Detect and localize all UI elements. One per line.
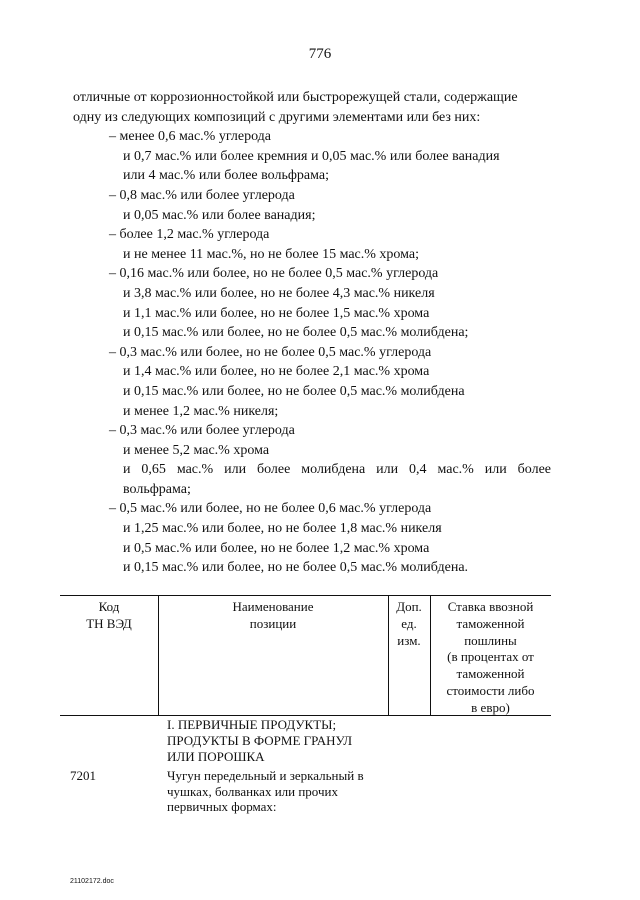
text-line: и 1,1 мас.% или более, но не более 1,5 мас.% хрома [123,305,430,321]
list-item: – 0,3 мас.% или более углерода [109,423,295,439]
text-line: и менее 5,2 мас.% хрома [123,442,270,458]
text-line: одну из следующих композиций с другими элементами или без них: [73,109,481,125]
header-name: Наименование позиции [232,599,314,631]
section-title: I. ПЕРВИЧНЫЕ ПРОДУКТЫ; ПРОДУКТЫ В ФОРМЕ ГРАНУЛ ИЛИ ПОРОШКА [167,717,353,764]
text-line: и 0,7 мас.% или более кремния и 0,05 мас.% или более ванадия [123,148,500,164]
list-item: – 0,3 мас.% или более, но не более 0,5 мас.% углерода [109,344,432,360]
header-unit: Доп. ед. изм. [396,599,422,648]
text-line: и 0,15 мас.% или более, но не более 0,5 мас.% молибдена [123,383,465,399]
text-line: и 1,25 мас.% или более, но не более 1,8 мас.% никеля [123,521,442,537]
text-line: и 0,15 мас.% или более, но не более 0,5 мас.% молибдена; [123,325,469,341]
list-item: – 0,16 мас.% или более, но не более 0,5 мас.% углерода [109,266,439,282]
body-text [73,88,551,578]
text-line: и 0,15 мас.% или более, но не более 0,5 мас.% молибдена. [123,560,469,576]
list-item: – 0,8 мас.% или более углерода [109,187,295,203]
list-item: – более 1,2 мас.% углерода [109,227,270,243]
row-code: 7201 [70,768,96,783]
text-line: вольфрама; [123,481,191,497]
header-code: Код ТН ВЭД [86,599,132,631]
text-line: и 1,4 мас.% или более, но не более 2,1 мас.% хрома [123,364,430,380]
list-item: – 0,5 мас.% или более, но не более 0,6 мас.% углерода [109,501,432,517]
row-description: Чугун передельный и зеркальный в чушках, болванках или прочих первичных формах: [167,768,364,815]
text-line: и не менее 11 мас.%, но не более 15 мас.% хрома; [123,246,420,262]
text-line: и менее 1,2 мас.% никеля; [123,403,279,419]
text-line: отличные от коррозионностойкой или быстрорежущей стали, содержащие [73,90,518,105]
text-line: и 0,65 мас.% или более молибдена или 0,4 мас.% или более [123,462,551,478]
table-top-border [60,595,551,596]
text-line: и 0,05 мас.% или более ванадия; [123,207,316,223]
text-line: и 0,5 мас.% или более, но не более 1,2 мас.% хрома [123,540,430,556]
page-number: 776 [308,46,332,62]
list-item: – менее 0,6 мас.% углерода [109,129,272,145]
footer-filename: 21102172.doc [70,878,114,885]
header-rate: Ставка ввозной таможенной пошлины (в процентах от таможенной стоимости либо в евро) [446,599,535,715]
text-line: или 4 мас.% или более вольфрама; [123,168,330,184]
text-line: и 3,8 мас.% или более, но не более 4,3 мас.% никеля [123,285,435,301]
